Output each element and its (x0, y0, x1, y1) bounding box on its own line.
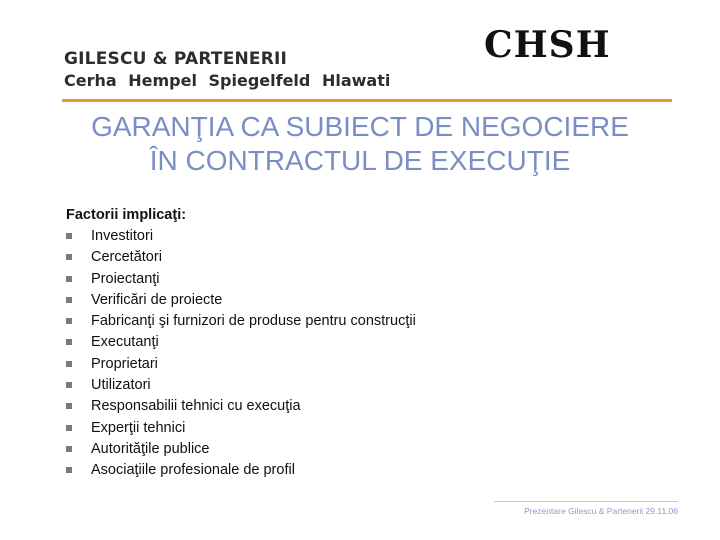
footer-text: Prezentare Gilescu & Partenerii 29.11.06 (524, 506, 678, 516)
square-bullet-icon (66, 467, 72, 473)
square-bullet-icon (66, 276, 72, 282)
content-heading: Factorii implicaţi: (66, 207, 187, 223)
firm-name-block (64, 48, 390, 92)
firm-partners: Cerha Hempel Spiegelfeld Hlawati (64, 71, 391, 90)
list-item-label: Autorităţile publice (91, 440, 210, 457)
list-item-label: Experţii tehnici (91, 419, 186, 436)
square-bullet-icon (66, 382, 72, 388)
square-bullet-icon (66, 339, 72, 345)
slide-title (60, 110, 660, 178)
square-bullet-icon (66, 254, 72, 260)
list-item (66, 226, 416, 247)
square-bullet-icon (66, 297, 72, 303)
square-bullet-icon (66, 318, 72, 324)
square-bullet-icon (66, 361, 72, 367)
slide-content (66, 204, 416, 482)
list-item-label: Executanţi (91, 334, 159, 351)
list-item (66, 269, 416, 290)
list-item (66, 439, 416, 460)
firm-name: GILESCU & PARTENERII (64, 49, 288, 69)
header-divider (62, 99, 672, 102)
list-item (66, 247, 416, 268)
list-item-label: Proprietari (91, 355, 158, 372)
list-item-label: Utilizatori (91, 377, 151, 394)
list-item (66, 311, 416, 332)
list-item (66, 354, 416, 375)
list-item-label: Cercetători (91, 249, 162, 266)
square-bullet-icon (66, 446, 72, 452)
list-item (66, 332, 416, 353)
list-item (66, 375, 416, 396)
list-item-label: Fabricanţi şi furnizori de produse pentru construcţii (91, 313, 416, 330)
list-item (66, 418, 416, 439)
list-item (66, 396, 416, 417)
square-bullet-icon (66, 403, 72, 409)
list-item-label: Verificări de proiecte (91, 291, 223, 308)
title-line-2: ÎN CONTRACTUL DE EXECUŢIE (149, 145, 571, 176)
factors-list (66, 226, 416, 482)
list-item (66, 290, 416, 311)
chsh-logo: CHSH (484, 24, 611, 66)
list-item-label: Asociaţiile profesionale de profil (91, 462, 295, 479)
list-item-label: Responsabilii tehnici cu execuţia (91, 398, 301, 415)
square-bullet-icon (66, 425, 72, 431)
footer-divider (494, 501, 678, 502)
square-bullet-icon (66, 233, 72, 239)
title-line-1: GARANŢIA CA SUBIECT DE NEGOCIERE (91, 111, 629, 142)
list-item-label: Investitori (91, 228, 154, 244)
list-item-label: Proiectanţi (91, 270, 160, 287)
list-item (66, 460, 416, 481)
